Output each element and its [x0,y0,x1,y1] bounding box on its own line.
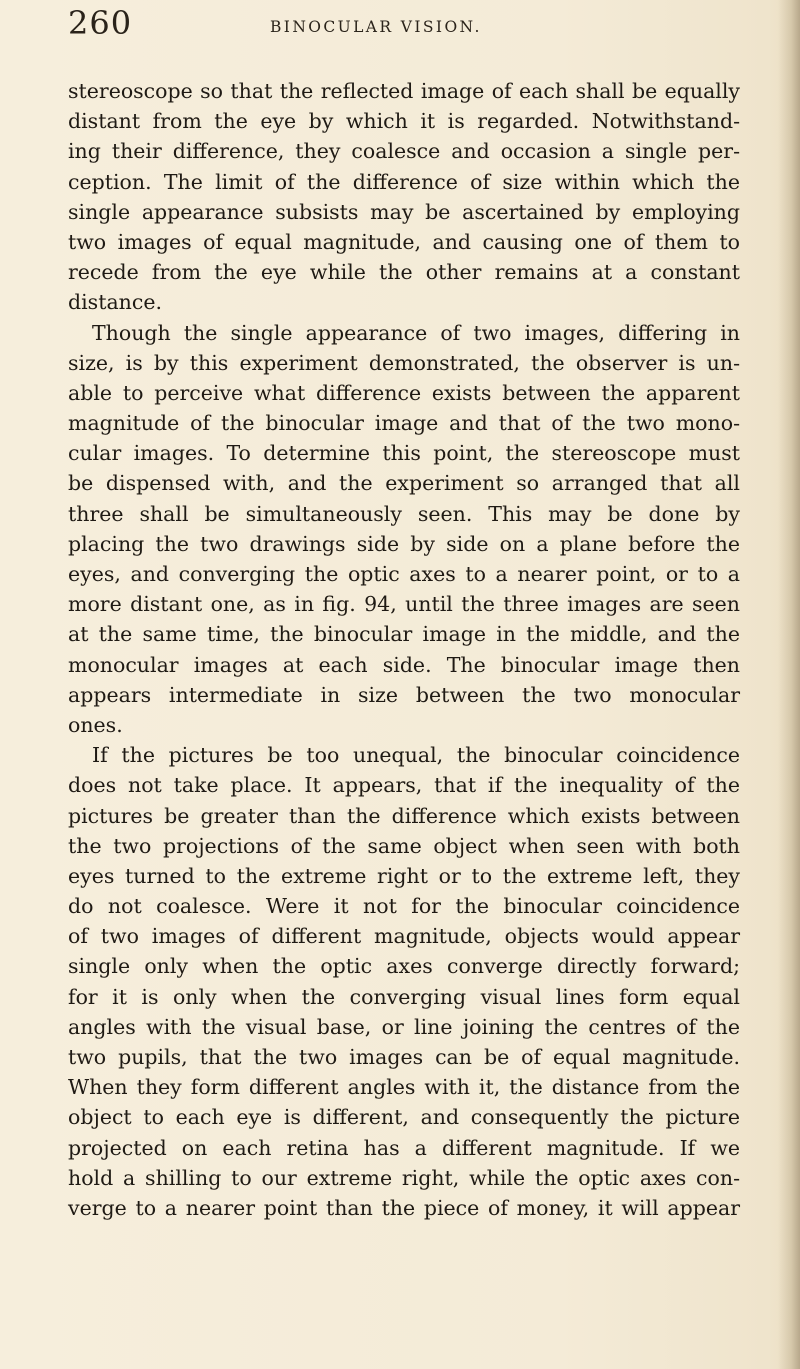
text-line: single only when the optic axes converge directly forward; [68,954,740,979]
text-line: two pupils, that the two images can be of equal magnitude. [68,1045,740,1069]
page-edge-shadow [778,0,800,1369]
text-line: appears intermediate in size between the two monocular [68,682,740,707]
text-line: of two images of different magnitude, objects would appear [68,924,740,949]
running-head-title: BINOCULAR VISION. [270,18,482,36]
text-line: cular images. To determine this point, the stereoscope must [68,441,740,466]
text-line: recede from the eye while the other remains at a constant [68,260,740,285]
text-line: angles with the visual base, or line joining the centres of the [68,1014,740,1039]
paragraph-start-line: If the pictures be too unequal, the binocular coincidence [92,743,740,768]
text-line: distance. [68,290,162,315]
text-line: ing their difference, they coalesce and occasion a single per- [68,139,740,164]
text-line: ones. [68,712,123,737]
text-line: single appearance subsists may be ascertained by employing [68,199,740,224]
running-head [68,4,768,54]
text-line: three shall be simultaneously seen. This may be done by [68,501,740,526]
text-line: for it is only when the converging visual lines form equal [68,984,740,1009]
text-line: more distant one, as in fig. 94, until the three images are seen [68,592,740,617]
text-line: the two projections of the same object when seen with both [68,833,740,858]
text-line: ception. The limit of the difference of size within which the [68,169,740,194]
text-line: When they form different angles with it, the distance from the [68,1075,740,1100]
text-line: does not take place. It appears, that if the inequality of the [68,773,740,798]
text-line: object to each eye is different, and consequently the picture [68,1105,740,1130]
text-line: able to perceive what difference exists between the apparent [68,380,740,405]
text-line: eyes turned to the extreme right or to the extreme left, they [68,863,740,888]
text-line: eyes, and converging the optic axes to a nearer point, or to a [68,562,740,586]
text-line: two images of equal magnitude, and causing one of them to [68,229,740,254]
text-line: stereoscope so that the reflected image of each shall be equally [68,79,740,103]
body-text [68,76,740,1223]
text-line: size, is by this experiment demonstrated, the observer is un- [68,350,740,375]
text-line: do not coalesce. Were it not for the binocular coincidence [68,894,740,919]
text-line: be dispensed with, and the experiment so arranged that all [68,471,740,496]
text-line: pictures be greater than the difference which exists between [68,803,740,828]
page-number: 260 [68,4,133,42]
text-line: hold a shilling to our extreme right, while the optic axes con- [68,1165,740,1190]
text-line: placing the two drawings side by side on a plane before the [68,531,740,556]
text-line: at the same time, the binocular image in the middle, and the [68,622,740,647]
text-line: magnitude of the binocular image and that of the two mono- [68,411,740,436]
paragraph-start-line: Though the single appearance of two images, differing in [92,320,740,345]
text-line: projected on each retina has a different magnitude. If we [68,1135,740,1160]
text-line: monocular images at each side. The binocular image then [68,652,740,677]
text-line: verge to a nearer point than the piece of money, it will appear [68,1195,740,1220]
text-line: distant from the eye by which it is regarded. Notwithstand- [68,109,740,134]
